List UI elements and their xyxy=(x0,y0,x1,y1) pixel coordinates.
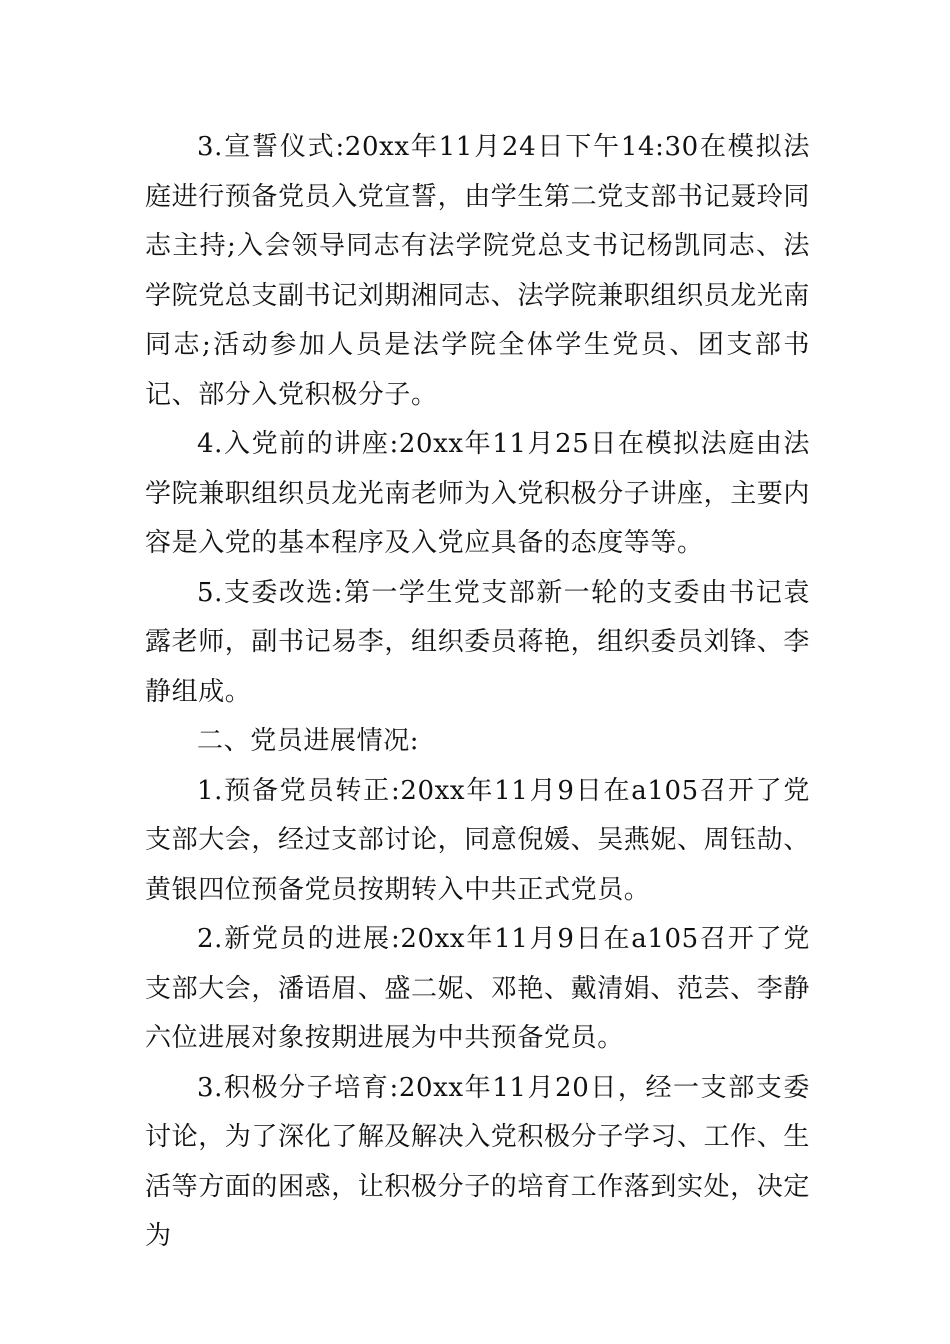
section-heading-member-progress: 二、党员进展情况: xyxy=(197,726,420,756)
paragraph-new-members: 2.新党员的进展:20xx年11月9日在a105召开了党支部大会，潘语眉、盛二妮、邓艳、戴清娟、范芸、李静六位进展对象按期进展为中共预备党员。 xyxy=(145,924,811,1053)
paragraph-pre-joining-lecture: 4.入党前的讲座:20xx年11月25日在模拟法庭由法学院兼职组织员龙光南老师为入党积极分子讲座，主要内容是入党的基本程序及入党应具备的态度等等。 xyxy=(145,429,811,558)
paragraph-committee-election: 5.支委改选:第一学生党支部新一轮的支委由书记袁露老师，副书记易李，组织委员蒋艳，组织委员刘锋、李静组成。 xyxy=(145,577,811,707)
paragraph-activist-training: 3.积极分子培育:20xx年11月20日，经一支部支委讨论，为了深化了解及解决入党积极分子学习、工作、生活等方面的困惑，让积极分子的培育工作落到实处，决定为 xyxy=(145,1072,811,1251)
paragraph-probationary-conversion: 1.预备党员转正:20xx年11月9日在a105召开了党支部大会，经过支部讨论，同意倪媛、吴燕妮、周钰劼、黄银四位预备党员按期转入中共正式党员。 xyxy=(145,775,811,905)
paragraph-oath-ceremony: 3.宣誓仪式:20xx年11月24日下午14:30在模拟法庭进行预备党员入党宣誓，由学生第二党支部书记聂玲同志主持;入会领导同志有法学院党总支书记杨凯同志、法学院党总支副书记刘期湘同志、法学院兼职组织员龙光南同志;活动参加人员是法学院全体学生党员、团支部书记、部分入党积极分子。 xyxy=(145,132,811,410)
document-body xyxy=(145,123,810,1262)
